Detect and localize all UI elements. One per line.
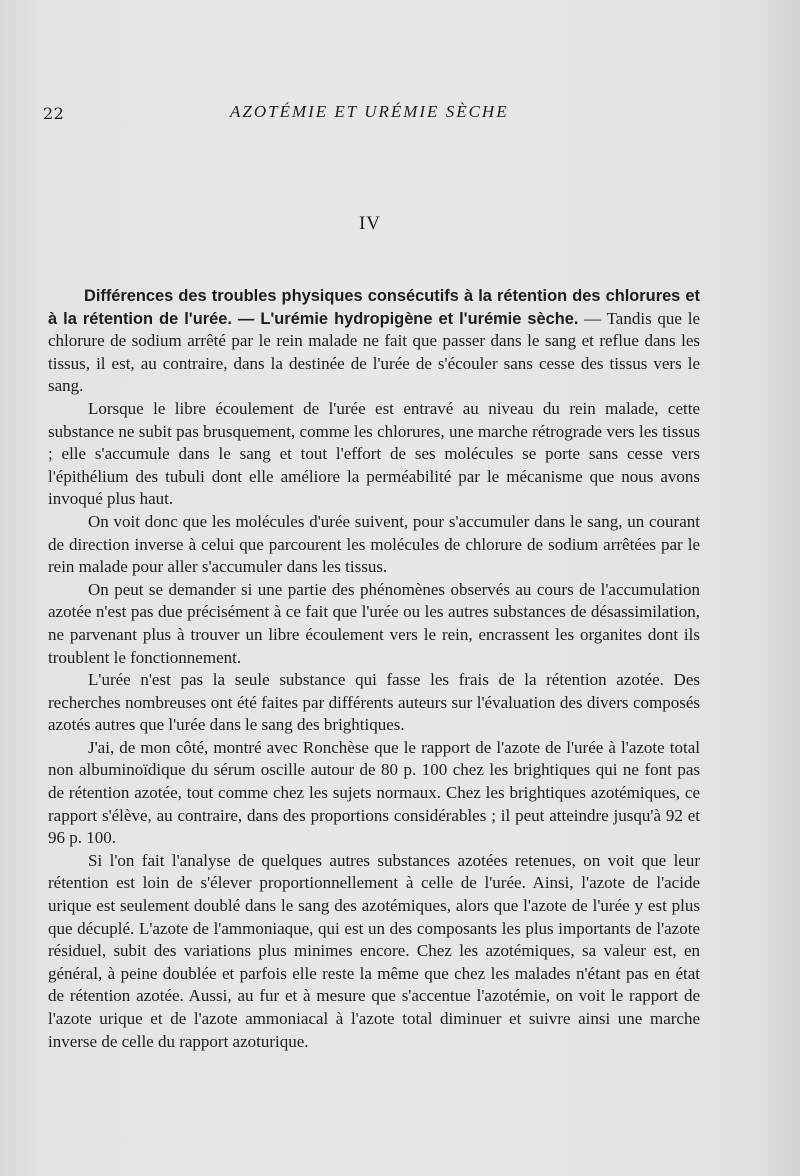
section-heading: Différences des troubles physiques consécutifs à la rétention des chlorures et à la rétention de l'urée. — L'urémie hydropigène et l'urémie sèche. [48, 287, 700, 328]
paragraph: J'ai, de mon côté, montré avec Ronchèse que le rapport de l'azote de l'urée à l'azote total non albuminoïdique du sérum oscille autour de 80 p. 100 chez les brightiques qui ne font pas de rétention azotée, tout comme chez les sujets normaux. Chez les brightiques azotémiques, ce rapport s'élève, au contraire, dans des proportions considérables ; il peut atteindre jusqu'à 92 et 96 p. 100. [48, 737, 700, 848]
paragraph: On peut se demander si une partie des phénomènes observés au cours de l'accumulation azotée n'est pas due précisément à ce fait que l'urée ou les autres substances de désassimilation, ne parvenant plus à trouver un libre écoulement vers le rein, encrassent les organites dont ils troublent le fonctionnement. [48, 579, 700, 667]
page-number: 22 [43, 104, 65, 123]
paragraph: On voit donc que les molécules d'urée suivent, pour s'accumuler dans le sang, un courant de direction inverse à celui que parcourent les molécules de chlorure de sodium arrêtées par le rein malade pour aller s'accumuler dans les tissus. [48, 511, 700, 577]
paragraph [48, 285, 700, 398]
body-text [48, 285, 700, 1053]
paragraph: L'urée n'est pas la seule substance qui fasse les frais de la rétention azotée. Des recherches nombreuses ont été faites par différents auteurs sur l'évaluation des divers composés azotés autres que l'urée dans le sang des brightiques. [48, 670, 700, 735]
paragraph-text: — Tandis que le chlorure de sodium arrêté par le rein malade ne fait que passer dans le sang et reflue dans les tissus, il est, au contraire, dans la destinée de l'urée de s'écouler sans cesse des tissus vers le sang. [48, 308, 700, 396]
paragraph: Si l'on fait l'analyse de quelques autres substances azotées retenues, on voit que leur rétention est loin de s'élever proportionnellement à celle de l'urée. Ainsi, l'azote de l'acide urique est seulement doublé dans le sang des azotémiques, alors que l'azote de l'urée y est plus que décuplé. L'azote de l'ammoniaque, qui est un des composants les plus importants de l'azote résiduel, subit des variations plus minimes encore. Chez les azotémiques, sa valeur est, en général, à peine doublée et parfois elle reste la même que chez les malades n'étant pas en état de rétention azotée. Aussi, au fur et à mesure que s'accentue l'azotémie, on voit le rapport de l'azote urique et de l'azote ammoniacal à l'azote total diminuer et suivre ainsi une marche inverse de celle du rapport azoturique. [48, 850, 700, 1051]
section-number: IV [358, 213, 382, 234]
running-title: AZOTÉMIE ET URÉMIE SÈCHE [230, 102, 509, 121]
paragraph: Lorsque le libre écoulement de l'urée est entravé au niveau du rein malade, cette substance ne subit pas brusquement, comme les chlorures, une marche rétrograde vers les tissus ; elle s'accumule dans le sang et tout l'effort de ses molécules se porte sans cesse vers l'épithélium des tubuli dont elle améliore la perméabilité par le mécanisme que nous avons invoqué plus haut. [48, 398, 700, 509]
